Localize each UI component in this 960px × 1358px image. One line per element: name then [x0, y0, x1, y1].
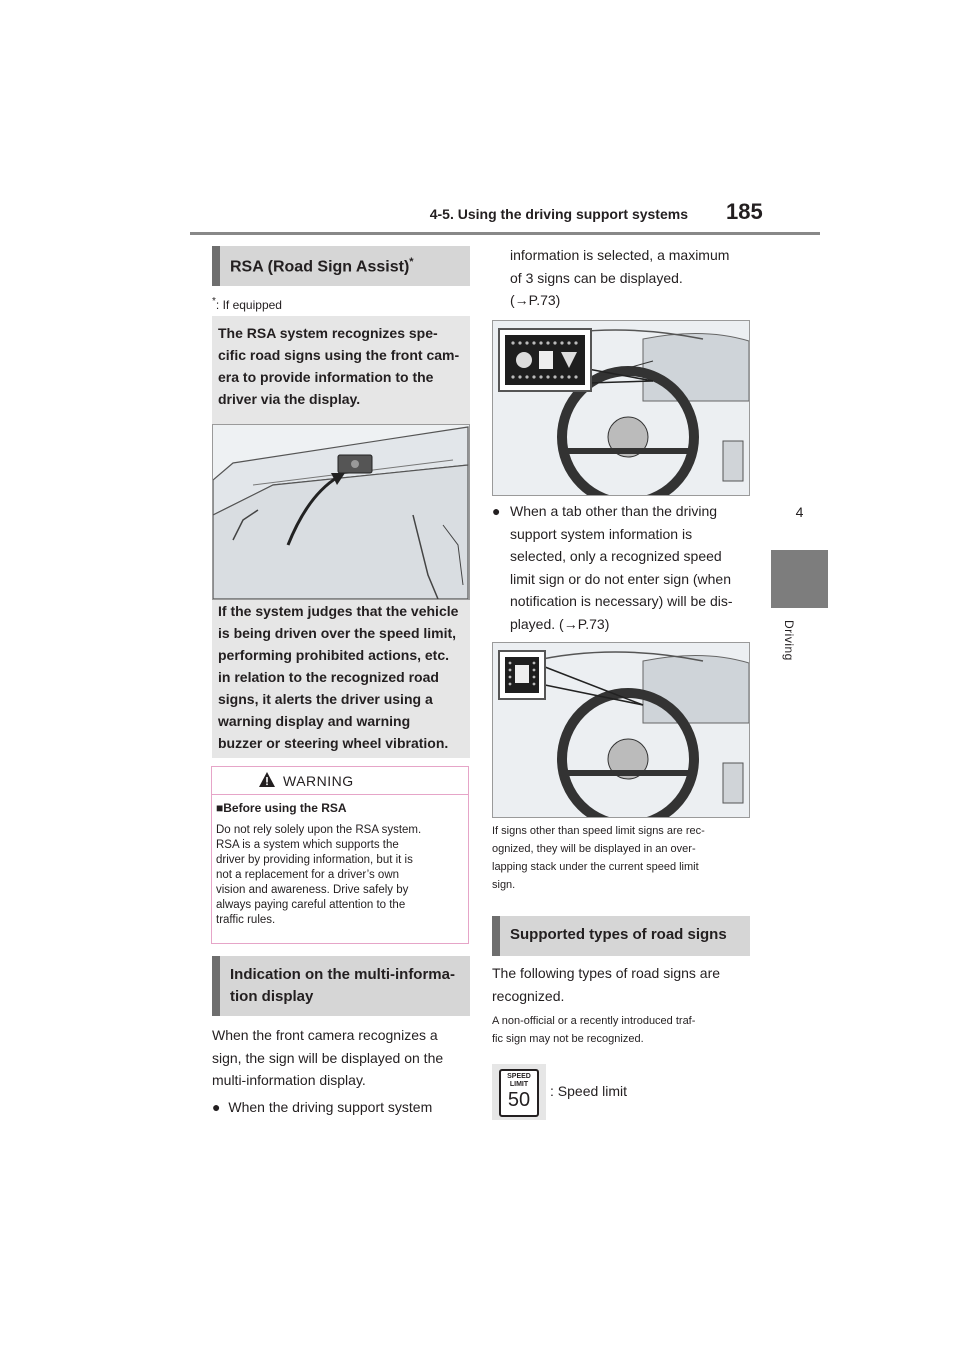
chapter-label: Driving: [782, 620, 796, 661]
bullet-1-continued: information is selected, a maximum of 3 signs can be displayed. (→P.73): [510, 247, 730, 308]
supported-heading: Supported types of road signs: [510, 926, 727, 943]
footnote-mark: *: [212, 296, 216, 307]
supported-note: A non-official or a recently introduced traf- fic sign may not be recognized.: [492, 1015, 696, 1045]
indication-heading: Indication on the multi-informa- tion display: [230, 966, 455, 1005]
sign-label-speed: SPEED: [507, 1073, 531, 1080]
warning-body: Do not rely solely upon the RSA system. RSA is a system which supports the driver by providing information, but it is not a replacement for a driver’s own vision and awareness. Drive safely by always paying careful attention to the traffic rules.: [216, 824, 422, 926]
warning-title: WARNING: [283, 773, 354, 789]
multi-info-display-three-signs-illustration: [492, 320, 750, 496]
intro-paragraph-1: The RSA system recognizes spe- cific road signs using the front cam- era to provide information to the driver via the display.: [218, 325, 460, 407]
warning-subheading: ■Before using the RSA: [216, 801, 347, 815]
speed-limit-sign-icon: [499, 1069, 539, 1117]
chapter-number: 4: [795, 504, 804, 520]
warning-box: [211, 766, 469, 944]
indication-heading-bar: [212, 956, 470, 1016]
chapter-tab: [771, 550, 828, 608]
footnote-text: : If equipped: [215, 298, 282, 312]
bullet-dot-icon: ●: [492, 503, 501, 519]
bullet-dot-icon: ●: [212, 1099, 221, 1115]
windshield-camera-illustration: [212, 424, 470, 600]
running-header: 4-5. Using the driving support systems: [429, 206, 688, 222]
sign-value: 50: [507, 1089, 531, 1111]
header-rule: [190, 232, 820, 235]
page-number: 185: [726, 199, 763, 224]
speed-limit-label: : Speed limit: [550, 1083, 628, 1099]
intro-paragraph-2: If the system judges that the vehicle is being driven over the speed limit, performing prohibited actions, etc. in relation to the recognized road signs, it alerts the driver using a warning display and warning buzzer or steering wheel vibration.: [218, 603, 459, 751]
bullet-item-1: [212, 1096, 472, 1119]
intro-box: [212, 316, 470, 758]
supported-heading-bar: [492, 916, 750, 956]
bullet-2-text: When a tab other than the driving support system information is selected, only a recognized speed limit sign or do not enter sign (when notification is necessary) will be dis- played. (→P.73): [510, 503, 733, 632]
warning-triangle-icon: [258, 771, 276, 788]
speed-limit-sign-figure: [492, 1064, 546, 1120]
sign-label-limit: LIMIT: [509, 1081, 529, 1088]
multi-info-display-single-sign-illustration: [492, 642, 750, 818]
supported-paragraph: The following types of road signs are recognized.: [492, 965, 721, 1004]
overlap-note: If signs other than speed limit signs are rec- ognized, they will be displayed in an over- lapping stack under the current speed limit sign.: [492, 825, 705, 891]
indication-paragraph: When the front camera recognizes a sign, the sign will be displayed on the multi-information display.: [212, 1027, 444, 1088]
footnote: [212, 296, 282, 312]
warning-header: [212, 767, 468, 795]
bullet-1-text-start: When the driving support system: [228, 1099, 433, 1115]
rsa-heading-mark: *: [409, 256, 414, 268]
rsa-heading: RSA (Road Sign Assist)*: [230, 256, 414, 276]
rsa-heading-bar: [212, 246, 470, 286]
